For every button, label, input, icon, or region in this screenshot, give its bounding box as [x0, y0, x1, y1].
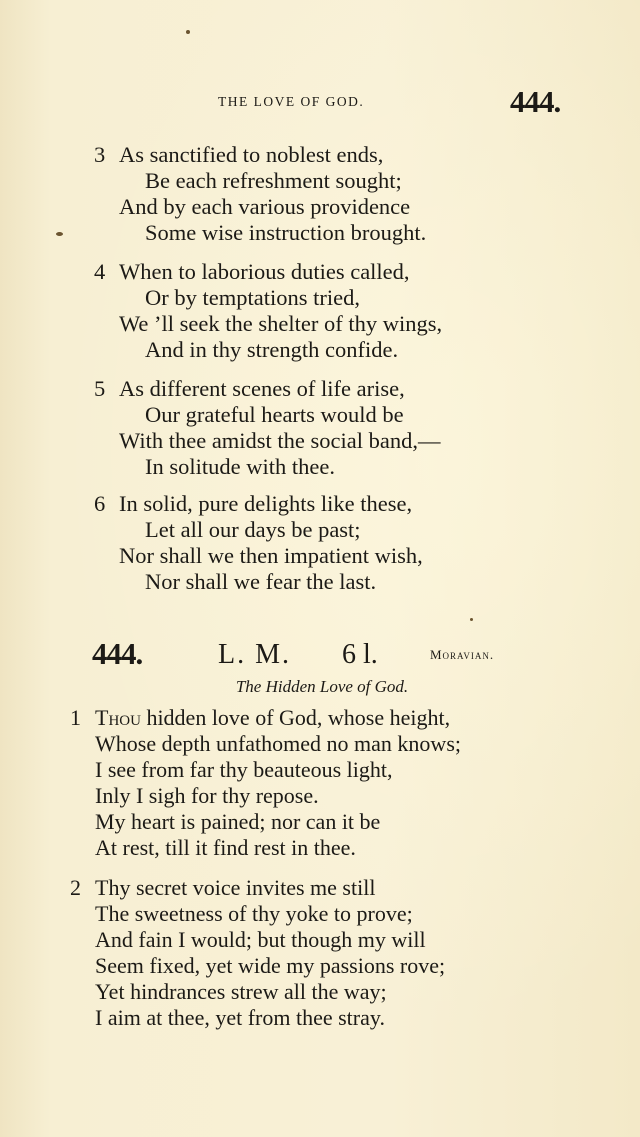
stanza-line-rest: hidden love of God, whose height, [140, 705, 451, 730]
stanza-line: Nor shall we fear the last. [145, 569, 377, 594]
stanza-line: I see from far thy beauteous light, [95, 757, 393, 782]
paper-speck [470, 618, 473, 621]
stanza-line: My heart is pained; nor can it be [95, 809, 381, 834]
previous-hymn-stanza-3 [94, 142, 426, 246]
stanza-line: Our grateful hearts would be [145, 402, 404, 427]
stanza-line: Yet hindrances strew all the way; [95, 979, 387, 1004]
stanza-line: The sweetness of thy yoke to prove; [95, 901, 413, 926]
previous-hymn-stanza-6 [94, 491, 423, 595]
stanza-line: In solitude with thee. [145, 454, 335, 479]
hymn-header [92, 636, 532, 672]
stanza-line: Be each refreshment sought; [145, 168, 402, 193]
stanza-line: Nor shall we then impatient wish, [119, 543, 423, 568]
stanza-line: We ’ll seek the shelter of thy wings, [119, 311, 443, 336]
paper-speck [186, 30, 190, 34]
previous-hymn-stanza-5 [94, 376, 441, 480]
stanza-line: At rest, till it find rest in thee. [95, 835, 356, 860]
hymn-stanza-1 [70, 705, 461, 861]
stanza-line: As different scenes of life arise, [119, 376, 405, 401]
stanza-line: With thee amidst the social band,— [119, 428, 441, 453]
running-head: THE LOVE OF GOD. [218, 94, 365, 109]
stanza-line: Seem fixed, yet wide my passions rove; [95, 953, 446, 978]
previous-hymn-stanza-4 [94, 259, 442, 363]
stanza-number: 2 [70, 875, 81, 900]
stanza-line: Let all our days be past; [145, 517, 361, 542]
stanza-line: And by each various providence [119, 194, 411, 219]
stanza-line: Some wise instruction brought. [145, 220, 427, 245]
hymn-number: 444. [92, 636, 143, 671]
first-word: Thou [95, 705, 141, 730]
hymn-stanza-2 [70, 875, 445, 1031]
stanza-line: And fain I would; but though my will [95, 927, 426, 952]
stanza-line: And in thy strength confide. [145, 337, 399, 362]
stanza-number: 5 [94, 376, 106, 401]
stanza-line [70, 705, 461, 731]
hymn-tune: Moravian. [430, 647, 495, 662]
hymn-line-count: 6 l. [342, 639, 378, 670]
hymn-meter: L. M. [218, 639, 291, 670]
stanza-number: 6 [94, 491, 106, 516]
page-number: 444. [510, 84, 561, 119]
stanza-number: 1 [70, 705, 81, 730]
stanza-line: Thy secret voice invites me still [95, 875, 376, 900]
stanza-line: When to laborious duties called, [119, 259, 410, 284]
stanza-number: 4 [94, 259, 106, 284]
stanza-line: Inly I sigh for thy repose. [95, 783, 319, 808]
stanza-line: As sanctified to noblest ends, [119, 142, 384, 167]
stanza-line: In solid, pure delights like these, [119, 491, 413, 516]
stanza-line: Whose depth unfathomed no man knows; [95, 731, 461, 756]
stanza-number: 3 [94, 142, 106, 167]
stanza-line: I aim at thee, yet from thee stray. [95, 1005, 385, 1030]
stanza-line: Or by temptations tried, [145, 285, 360, 310]
hymn-title: The Hidden Love of God. [235, 677, 409, 696]
paper-speck [56, 232, 63, 236]
